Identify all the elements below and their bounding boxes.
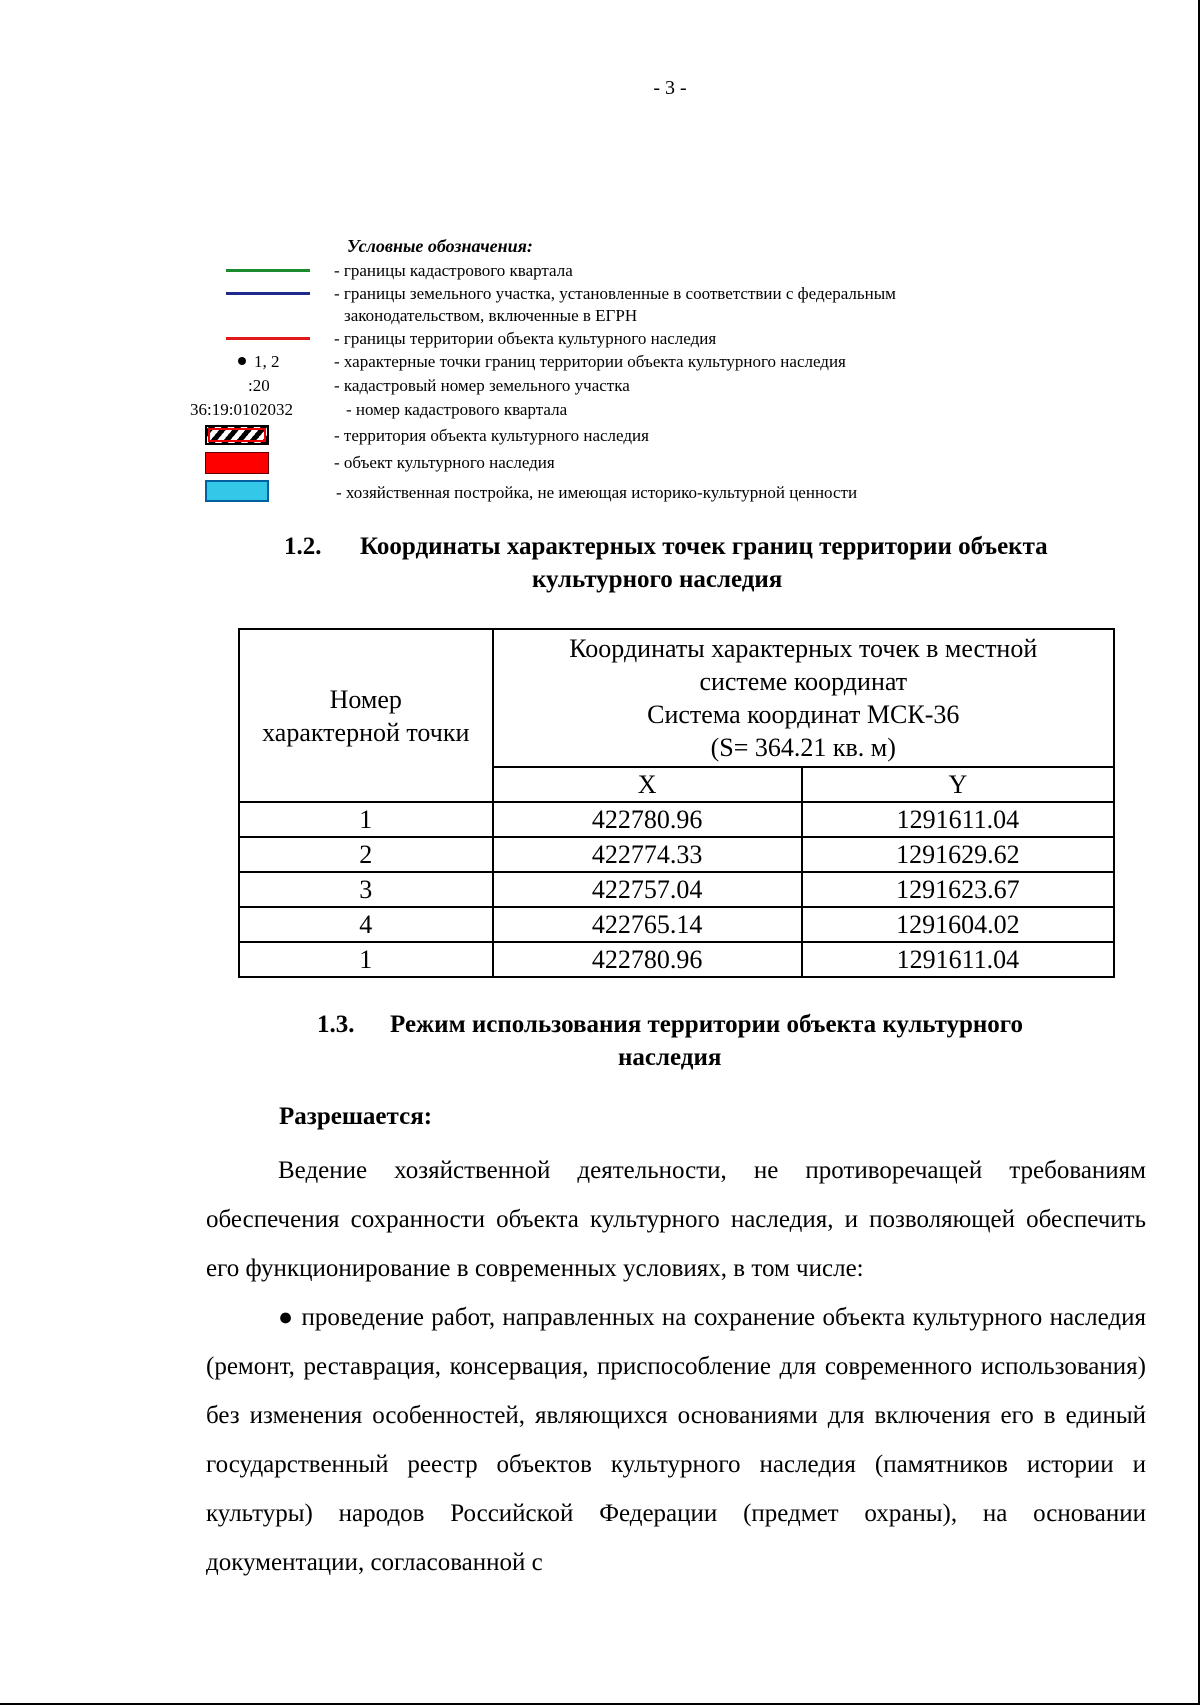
table-row: 1 422780.96 1291611.04 [239, 802, 1114, 837]
legend-text: законодательством, включенные в ЕГРН [344, 306, 638, 325]
legend-title: Условные обозначения: [347, 236, 533, 256]
hatched-box-symbol [205, 425, 269, 445]
x-header: X [493, 767, 802, 802]
section-1-3-title-cont: наследия [618, 1044, 722, 1071]
table-row: 4 422765.14 1291604.02 [239, 907, 1114, 942]
legend-item-plot-number [0, 376, 1200, 400]
section-1-2-number: 1.2. [284, 533, 322, 560]
cyan-box-symbol [205, 480, 269, 502]
table-header-row [239, 629, 1114, 767]
quarter-number-label: 36:19:0102032 [190, 400, 293, 419]
legend-item-heritage-object [0, 452, 1200, 476]
legend-item-land-plot-cont [0, 306, 1200, 330]
section-1-3-title: Режим использования территории объекта культурного [390, 1011, 1024, 1038]
y-header: Y [802, 767, 1114, 802]
legend-text: - номер кадастрового квартала [346, 400, 568, 419]
legend-text: - объект культурного наследия [334, 453, 555, 472]
plot-number-label: :20 [248, 376, 270, 395]
table-row: 2 422774.33 1291629.62 [239, 837, 1114, 872]
coordinates-header: Координаты характерных точек в местной системе координат Система координат МСК-36 (S= 364.21 кв. м) [493, 629, 1114, 767]
section-1-2-title: Координаты характерных точек границ территории объекта [360, 533, 1048, 560]
bullet-paragraph: ● проведение работ, направленных на сохранение объекта культурного наследия (ремонт, реставрация, консервация, приспособление для современного использования) без изменения особенностей, являющихся основаниями для включения его в единый государственный реестр объектов культурного наследия (памятников истории и культуры) народов Российской Федерации (предмет охраны), на основании документации, согласованной с [206, 1304, 1146, 1576]
legend-item-outbuilding [0, 480, 1200, 504]
legend-item-heritage-territory [0, 425, 1200, 449]
table-row: 3 422757.04 1291623.67 [239, 872, 1114, 907]
legend-item-land-plot [0, 284, 1200, 308]
legend-text: - характерные точки границ территории объекта культурного наследия [334, 352, 846, 371]
legend-text: - хозяйственная постройка, не имеющая историко-культурной ценности [336, 483, 858, 502]
section-1-3-number: 1.3. [317, 1011, 355, 1038]
green-line-symbol [226, 269, 310, 272]
red-line-symbol [226, 337, 310, 340]
allowed-heading: Разрешается: [279, 1103, 433, 1130]
point-symbol: 1, 2 [238, 352, 280, 372]
legend-text: - территория объекта культурного наследия [334, 426, 649, 445]
legend-item-cadastral-quarter [0, 261, 1200, 285]
legend-text: - границы территории объекта культурного наследия [334, 329, 717, 348]
page-number: - 3 - [653, 77, 687, 99]
section-1-2-title-cont: культурного наследия [532, 566, 783, 593]
legend-text: - границы земельного участка, установленные в соответствии с федеральным [334, 284, 896, 303]
red-box-symbol [205, 452, 269, 474]
table-row: 1 422780.96 1291611.04 [239, 942, 1114, 977]
coordinates-table [238, 628, 1115, 978]
point-number-header: Номер характерной точки [239, 629, 493, 802]
blue-line-symbol [226, 292, 310, 295]
legend-item-quarter-number [0, 400, 1200, 424]
legend-text: - кадастровый номер земельного участка [334, 376, 630, 395]
point-dot-icon [238, 357, 246, 365]
legend-item-heritage-boundary [0, 329, 1200, 353]
paragraph-main: Ведение хозяйственной деятельности, не противоречащей требованиям обеспечения сохранности объекта культурного наследия, и позволяющей обеспечить его функционирование в современных условиях, в том числе: [206, 1157, 1146, 1282]
legend-item-points [0, 352, 1200, 376]
legend-text: - границы кадастрового квартала [334, 261, 573, 280]
